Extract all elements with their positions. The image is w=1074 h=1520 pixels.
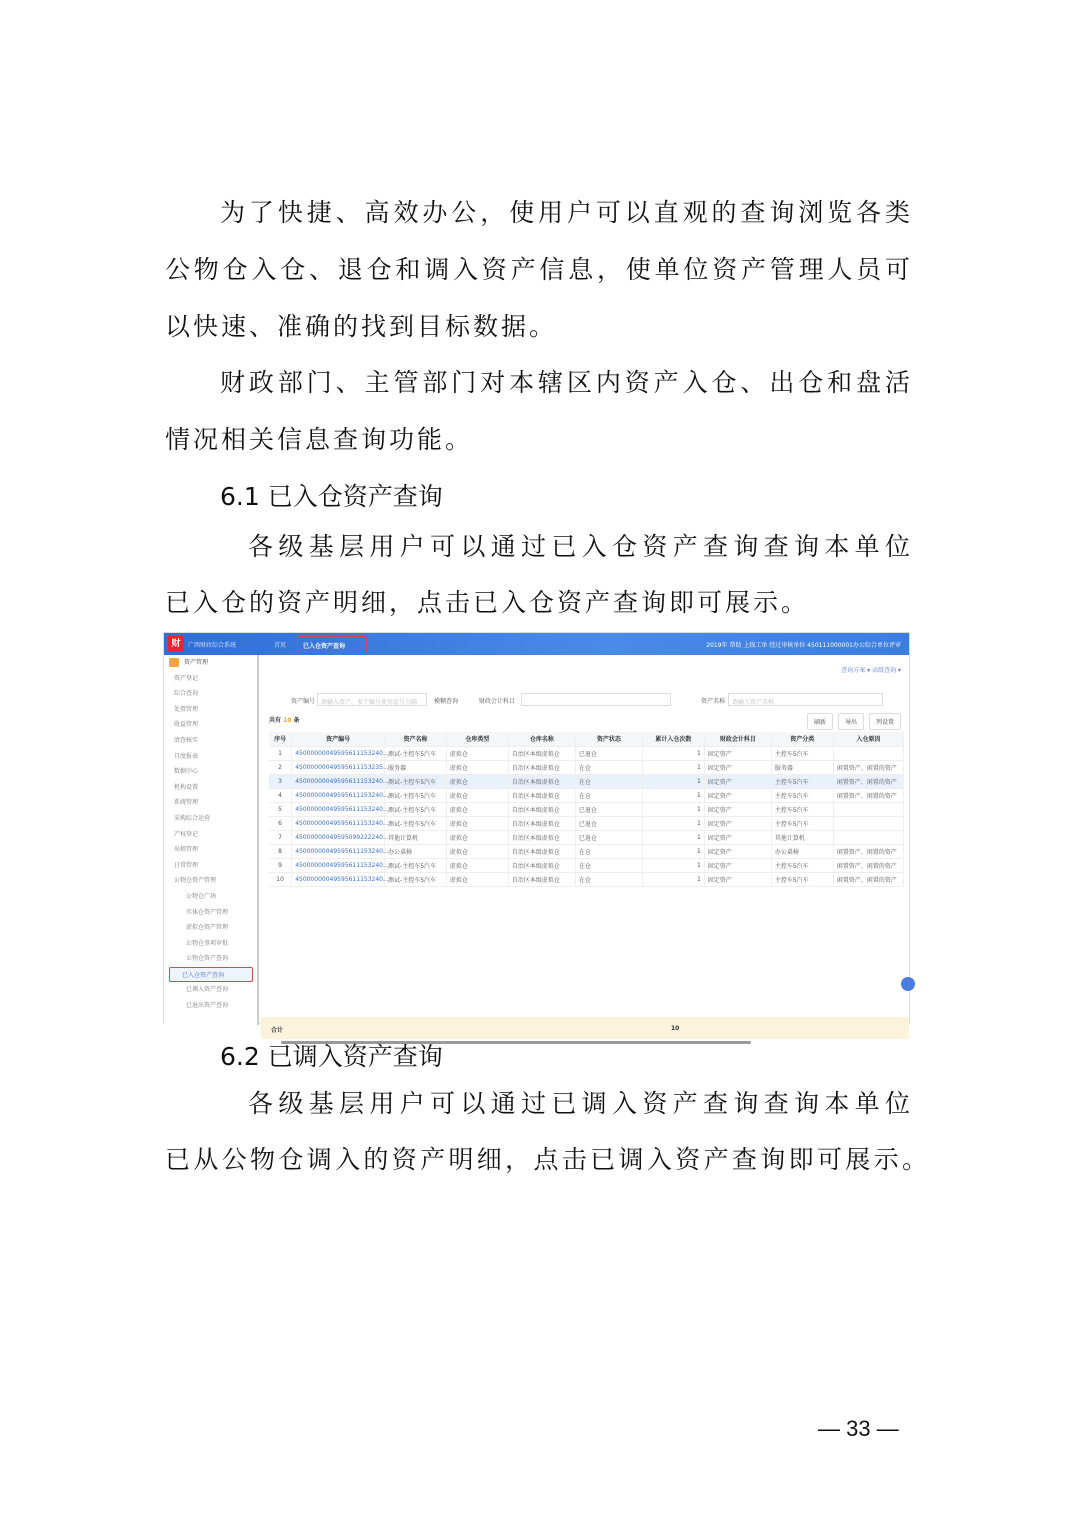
table-cell: 办公桌椅 [385,844,447,858]
table-cell: 虚拟仓 [446,844,508,858]
asset-no-link[interactable]: 45000000049595611153240... [292,774,385,788]
table-cell: 自治区本级虚拟仓 [508,746,575,760]
app-logo: 财 [168,636,184,652]
table-cell: 1 [269,746,292,760]
table-cell: 固定资产 [704,746,771,760]
table-cell [833,746,903,760]
record-count: 共有 10 条 [269,717,300,724]
table-row[interactable] [269,816,904,830]
filter-bar [291,693,909,707]
asset-no-link[interactable]: 45000000049595611153240... [292,788,385,802]
sidebar-item[interactable]: 系统管理 [174,799,199,807]
table-cell: 1 [642,788,704,802]
embedded-screenshot [163,632,910,1034]
table-cell: 虚拟仓 [446,760,508,774]
column-settings-button[interactable]: 列设置 [869,713,901,730]
table-cell: 1 [642,858,704,872]
table-row[interactable] [269,830,904,844]
table-cell: 虚拟仓 [446,802,508,816]
asset-name-label: 资产名称 [701,698,726,705]
asset-no-link[interactable]: 45000000049595611153240... [292,858,385,872]
column-header[interactable]: 序号 [269,732,292,746]
table-cell: 其他计算机 [771,830,833,844]
sidebar-item[interactable]: 采购综合运营 [174,814,211,822]
asset-no-link[interactable]: 45000000049595611153240... [292,802,385,816]
table-cell [833,830,903,844]
fuzzy-query-checkbox[interactable]: 模糊查询 [434,698,459,705]
sidebar-header[interactable]: 资产管理 [164,655,257,671]
tab-home[interactable]: 首页 [274,642,287,649]
table-cell: 自治区本级虚拟仓 [508,816,575,830]
sidebar-subitem[interactable]: 公物仓资产查询 [186,955,229,963]
column-header[interactable]: 仓库类型 [446,732,508,746]
table-cell: 在仓 [575,844,642,858]
table-cell: 在仓 [575,788,642,802]
table-cell: 在仓 [575,872,642,886]
table-cell: 自治区本级虚拟仓 [508,844,575,858]
table-cell: 测试-主控车5汽车 [385,788,447,802]
table-cell: 固定资产 [704,802,771,816]
sidebar-subitem[interactable]: 公物仓事项审批 [186,939,229,947]
table-cell: 1 [642,830,704,844]
column-header[interactable]: 入仓原因 [833,732,903,746]
table-cell: 4 [269,788,292,802]
column-header[interactable]: 累计入仓次数 [642,732,704,746]
table-cell: 虚拟仓 [446,830,508,844]
floating-button[interactable] [901,977,915,991]
app-name: 广西财政综合系统 [188,642,237,649]
sidebar-subitem[interactable]: 虚拟仓资产管理 [186,924,229,932]
table-cell: 9 [269,858,292,872]
top-bar [164,633,909,655]
table-cell: 已退仓 [575,802,642,816]
export-button[interactable]: 导出 [838,713,864,730]
paragraph-line: 以快速、准确的找到目标数据。 [165,312,558,341]
table-cell: 虚拟仓 [446,774,508,788]
table-cell: 主控车5汽车 [771,858,833,872]
table-cell: 5 [269,802,292,816]
paragraph-line: 已从公物仓调入的资产明细，点击已调入资产查询即可展示。 [165,1145,927,1174]
table-row[interactable] [269,802,904,816]
table-footer: 合计 10 [261,1017,909,1039]
sidebar-item-selected[interactable]: 已入仓资产查询 [169,967,253,983]
table-row[interactable] [269,746,904,760]
table-cell: 固定资产 [704,816,771,830]
paragraph-line: 公物仓入仓、退仓和调入资产信息，使单位资产管理人员可 [165,255,910,284]
sidebar-item[interactable]: 处置管理 [174,705,199,713]
table-cell: 闲置资产、闲置的资产 [833,844,903,858]
column-header[interactable]: 仓库名称 [508,732,575,746]
table-cell: 主控车5汽车 [771,788,833,802]
table-cell: 已退仓 [575,830,642,844]
table-cell: 固定资产 [704,788,771,802]
sidebar-group[interactable]: 公物仓资产管理 [174,877,217,885]
sidebar-item[interactable]: 产权登记 [174,830,199,838]
table-cell: 测试-主控车5汽车 [385,746,447,760]
table-cell: 测试-主控车5汽车 [385,816,447,830]
sidebar-item[interactable]: 资产登记 [174,674,199,682]
sidebar-subitem[interactable]: 公物仓广场 [186,892,217,900]
refresh-button[interactable]: 刷新 [807,713,833,730]
table-cell: 虚拟仓 [446,872,508,886]
table-cell: 自治区本级虚拟仓 [508,802,575,816]
table-cell: 6 [269,816,292,830]
table-cell: 固定资产 [704,872,771,886]
table-cell: 已退仓 [575,816,642,830]
table-cell: 自治区本级虚拟仓 [508,872,575,886]
asset-name-input[interactable]: 请输入资产名称 [728,693,883,706]
section-heading: 6.1 已入仓资产查询 [220,482,443,511]
main-panel [261,655,909,1034]
table-cell: 在仓 [575,774,642,788]
table-cell: 闲置资产、闲置的资产 [833,872,903,886]
sidebar-item[interactable]: 机构设置 [174,783,199,791]
query-links[interactable]: 查询方案 ▾ 高级查询 ▾ [841,667,901,674]
table-cell: 自治区本级虚拟仓 [508,858,575,872]
paragraph-line: 已入仓的资产明细，点击已入仓资产查询即可展示。 [165,588,810,617]
table-cell: 8 [269,844,292,858]
paragraph-line: 各级基层用户可以通过已入仓资产查询查询本单位 [248,532,910,561]
table-cell: 固定资产 [704,858,771,872]
table-row[interactable] [269,760,904,774]
table-cell: 自治区本级虚拟仓 [508,830,575,844]
account-input[interactable] [521,693,671,706]
table-cell: 10 [269,872,292,886]
asset-no-link[interactable]: 45000000049595611153235... [292,760,385,774]
paragraph-line: 各级基层用户可以通过已调入资产查询查询本单位 [248,1089,910,1118]
table-cell: 1 [642,746,704,760]
table-cell: 3 [269,774,292,788]
table-cell: 在仓 [575,760,642,774]
asset-no-link[interactable]: 45000000049595611153240... [292,844,385,858]
sidebar-item[interactable]: 日常管理 [174,861,199,869]
table-cell: 主控车5汽车 [771,816,833,830]
table-cell [833,802,903,816]
table-cell: 固定资产 [704,830,771,844]
sidebar-subitem[interactable]: 已调入资产查询 [186,986,229,994]
paragraph-line: 财政部门、主管部门对本辖区内资产入仓、出仓和盘活 [220,368,910,397]
table-cell: 虚拟仓 [446,788,508,802]
table-cell: 测试-主控车5汽车 [385,872,447,886]
sidebar-item[interactable]: 清查核实 [174,736,199,744]
user-info: 2019年 帮助 上线工单 经过审核单位 450111000001办公综合单位评审 [706,642,901,649]
asset-management-icon [169,658,179,667]
asset-no-link[interactable]: 45000000049595099222240... [292,830,385,844]
table-row[interactable] [269,872,904,886]
table-cell: 自治区本级虚拟仓 [508,774,575,788]
table-cell: 1 [642,760,704,774]
table-cell: 虚拟仓 [446,816,508,830]
asset-no-input[interactable]: 请输入资产、多个编号使用逗号分隔 [317,693,427,706]
table-row[interactable] [269,788,904,802]
table-cell: 固定资产 [704,774,771,788]
table-cell: 其他计算机 [385,830,447,844]
asset-no-link[interactable]: 45000000049595611153240... [292,746,385,760]
sidebar-item[interactable]: 出租管理 [174,846,199,854]
column-header[interactable]: 资产编号 [292,732,385,746]
column-header[interactable]: 资产状态 [575,732,642,746]
column-header[interactable]: 财政会计科目 [704,732,771,746]
table-cell: 测试-主控车5汽车 [385,774,447,788]
table-cell: 闲置资产、闲置的资产 [833,858,903,872]
section-heading: 6.2 已调入资产查询 [220,1042,443,1071]
table-cell: 闲置资产、闲置的资产 [833,788,903,802]
sidebar-item[interactable]: 月度报表 [174,752,199,760]
sidebar-subitem[interactable]: 实体仓资产管理 [186,908,229,916]
table-cell: 7 [269,830,292,844]
asset-table [269,732,904,887]
table-cell: 闲置资产、闲置的资产 [833,760,903,774]
table-cell: 主控车5汽车 [771,802,833,816]
tab-active[interactable]: 已入仓资产查询 [297,636,367,652]
asset-no-link[interactable]: 45000000049595611153240... [292,872,385,886]
table-cell: 已退仓 [575,746,642,760]
table-cell: 1 [642,844,704,858]
paragraph-line: 情况相关信息查询功能。 [165,425,474,454]
table-cell: 固定资产 [704,760,771,774]
asset-no-label: 资产编号 [291,698,316,705]
table-cell: 自治区本级虚拟仓 [508,788,575,802]
table-row[interactable] [269,844,904,858]
sidebar-item[interactable]: 收益管理 [174,721,199,729]
table-cell: 测试-主控车5汽车 [385,858,447,872]
table-cell: 服务器 [385,760,447,774]
table-cell: 1 [642,816,704,830]
asset-no-link[interactable]: 45000000049595611153240... [292,816,385,830]
account-label: 财政会计科目 [479,698,516,705]
table-cell: 办公桌椅 [771,844,833,858]
table-cell: 虚拟仓 [446,858,508,872]
table-cell: 在仓 [575,858,642,872]
sidebar-item[interactable]: 综合查询 [174,690,199,698]
page-number: — 33 — [818,1416,899,1441]
paragraph-line: 为了快捷、高效办公，使用户可以直观的查询浏览各类 [220,198,910,227]
table-cell [833,816,903,830]
table-cell: 服务器 [771,760,833,774]
table-cell: 自治区本级虚拟仓 [508,760,575,774]
table-cell: 主控车5汽车 [771,872,833,886]
table-cell: 测试-主控车5汽车 [385,802,447,816]
table-cell: 主控车5汽车 [771,746,833,760]
table-cell: 固定资产 [704,844,771,858]
table-row[interactable] [269,858,904,872]
sidebar [164,655,259,1025]
table-cell: 1 [642,872,704,886]
table-cell: 闲置资产、闲置的资产 [833,774,903,788]
column-header[interactable]: 资产分类 [771,732,833,746]
sidebar-subitem[interactable]: 已退出资产查询 [186,1002,229,1010]
column-header[interactable]: 资产名称 [385,732,447,746]
table-cell: 1 [642,774,704,788]
table-cell: 1 [642,802,704,816]
table-cell: 虚拟仓 [446,746,508,760]
sidebar-item[interactable]: 数据中心 [174,768,199,776]
table-cell: 主控车5汽车 [771,774,833,788]
table-cell: 2 [269,760,292,774]
table-row[interactable] [269,774,904,788]
